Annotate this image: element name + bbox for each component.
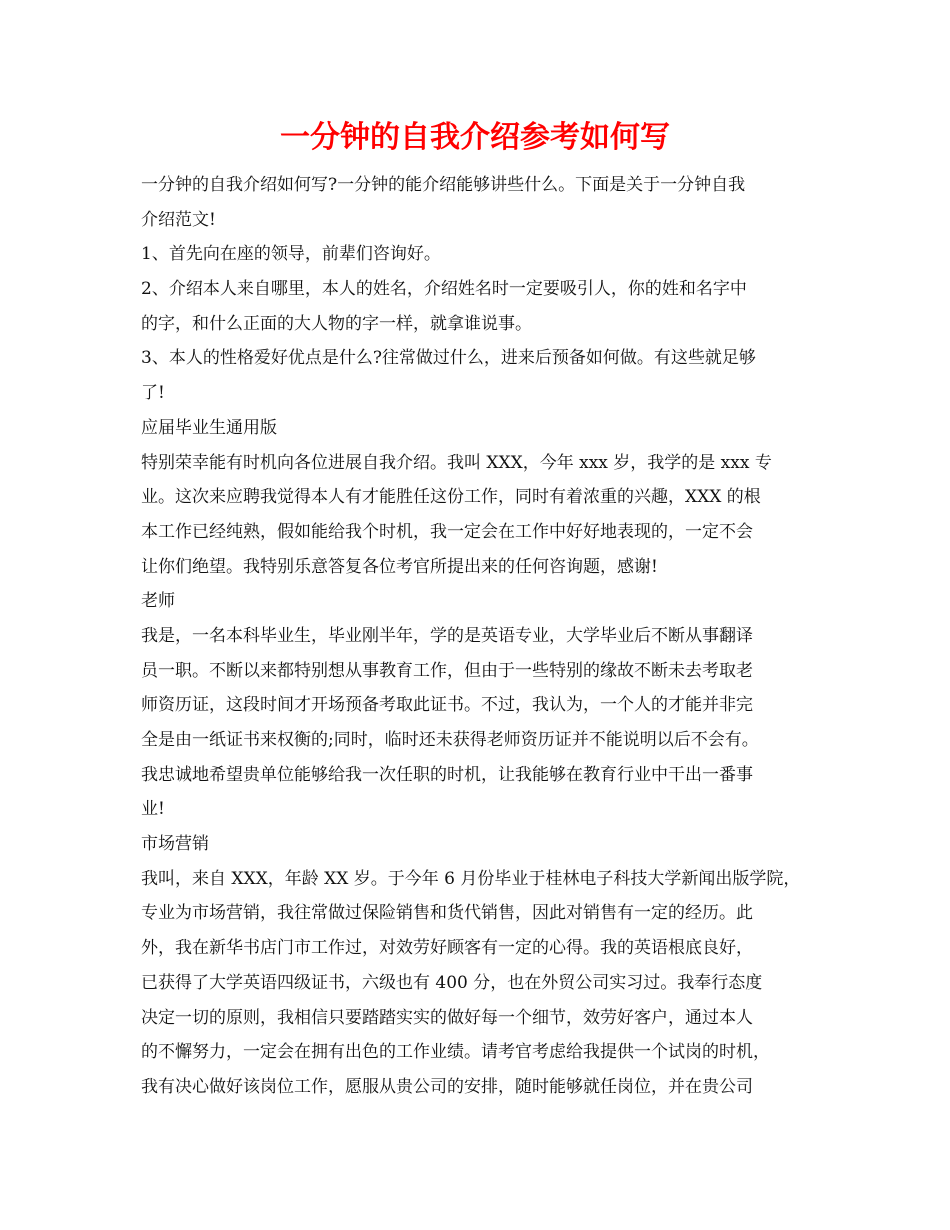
text-line: 我是，一名本科毕业生，毕业刚半年，学的是英语专业，大学毕业后不断从事翻译 xyxy=(141,625,753,646)
text-line: 1、首先向在座的领导，前辈们咨询好。 xyxy=(141,244,441,265)
text-line: 业。这次来应聘我觉得本人有才能胜任这份工作，同时有着浓重的兴趣，XXX 的根 xyxy=(141,487,761,508)
section-heading-teacher: 老师 xyxy=(141,591,175,612)
document-body xyxy=(141,168,811,1105)
text-line: 本工作已经纯熟，假如能给我个时机，我一定会在工作中好好地表现的，一定不会 xyxy=(141,521,753,542)
text-line: 业! xyxy=(141,799,165,820)
text-line: 3、本人的性格爱好优点是什么?往常做过什么，进来后预备如何做。有这些就足够 xyxy=(141,348,756,369)
section-heading-graduate: 应届毕业生通用版 xyxy=(141,417,277,438)
document-title: 一分钟的自我介绍参考如何写 xyxy=(280,120,670,155)
text-line: 特别荣幸能有时机向各位进展自我介绍。我叫 XXX，今年 xxx 岁，我学的是 xxx 专 xyxy=(141,452,772,473)
text-line: 我有决心做好该岗位工作，愿服从贵公司的安排，随时能够就任岗位，并在贵公司 xyxy=(141,1076,753,1097)
text-line: 决定一切的原则，我相信只要踏踏实实的做好每一个细节，效劳好客户，通过本人 xyxy=(141,1007,753,1028)
text-line: 让你们绝望。我特别乐意答复各位考官所提出来的任何咨询题，感谢! xyxy=(141,556,658,577)
text-line: 已获得了大学英语四级证书，六级也有 400 分，也在外贸公司实习过。我奉行态度 xyxy=(141,972,763,993)
text-line: 的不懈努力，一定会在拥有出色的工作业绩。请考官考虑给我提供一个试岗的时机， xyxy=(141,1042,770,1063)
section-heading-marketing: 市场营销 xyxy=(141,834,209,855)
text-line: 我忠诚地希望贵单位能够给我一次任职的时机，让我能够在教育行业中干出一番事 xyxy=(141,764,753,785)
text-line: 外，我在新华书店门市工作过，对效劳好顾客有一定的心得。我的英语根底良好， xyxy=(141,938,753,959)
text-line: 全是由一纸证书来权衡的;同时，临时还未获得老师资历证并不能说明以后不会有。 xyxy=(141,730,759,750)
text-line: 2、介绍本人来自哪里，本人的姓名，介绍姓名时一定要吸引人，你的姓和名字中 xyxy=(141,279,747,300)
text-line: 师资历证，这段时间才开场预备考取此证书。不过，我认为，一个人的才能并非完 xyxy=(141,695,753,716)
text-line: 员一职。不断以来都特别想从事教育工作，但由于一些特别的缘故不断未去考取老 xyxy=(141,660,753,681)
text-line: 的字，和什么正面的大人物的字一样，就拿谁说事。 xyxy=(141,313,532,334)
text-line: 介绍范文! xyxy=(141,209,216,230)
text-line: 一分钟的自我介绍如何写?一分钟的能介绍能够讲些什么。下面是关于一分钟自我 xyxy=(141,175,746,195)
text-line: 专业为市场营销，我往常做过保险销售和货代销售，因此对销售有一定的经历。此 xyxy=(141,903,753,924)
text-line: 我叫，来自 XXX，年龄 XX 岁。于今年 6 月份毕业于桂林电子科技大学新闻出版学院， xyxy=(141,868,801,889)
text-line: 了! xyxy=(141,383,165,404)
